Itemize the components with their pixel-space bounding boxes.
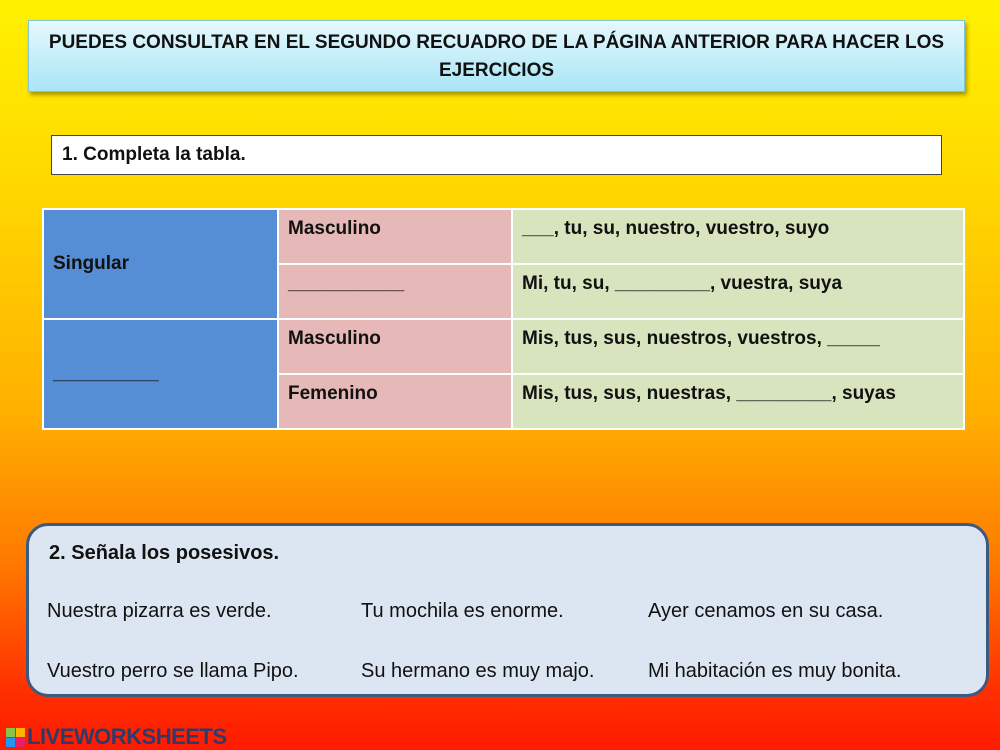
table-row — [43, 209, 964, 264]
answer-blank[interactable]: _________ — [614, 273, 710, 294]
exercise-2-box — [26, 523, 989, 697]
logo-cube-icon — [6, 728, 25, 747]
forms-text: , suyas — [831, 383, 896, 404]
liveworksheets-logo — [6, 724, 227, 750]
sentence[interactable]: Vuestro perro se llama Pipo. — [47, 660, 299, 682]
forms-cell — [512, 374, 964, 429]
possessives-table — [42, 208, 965, 430]
forms-cell — [512, 319, 964, 374]
forms-text: Mis, tus, sus, nuestros, vuestros, — [522, 328, 828, 349]
forms-text: , tu, su, nuestro, vuestro, suyo — [553, 218, 830, 239]
exercise-2-title: 2. Señala los posesivos. — [49, 542, 280, 564]
answer-blank[interactable]: __________ — [43, 319, 278, 429]
forms-text: , vuestra, suya — [710, 273, 843, 294]
instructions-banner: PUEDES CONSULTAR EN EL SEGUNDO RECUADRO DE LA PÁGINA ANTERIOR PARA HACER LOS EJERCICIOS — [28, 20, 965, 92]
gender-cell: Masculino — [278, 209, 512, 264]
forms-text: Mi, tu, su, — [522, 273, 615, 294]
sentence[interactable]: Nuestra pizarra es verde. — [47, 600, 272, 622]
gender-cell: Masculino — [278, 319, 512, 374]
gender-cell: Femenino — [278, 374, 512, 429]
logo-text: LIVEWORKSHEETS — [27, 724, 227, 749]
forms-text: Mis, tus, sus, nuestras, — [522, 383, 737, 404]
sentence[interactable]: Tu mochila es enorme. — [361, 600, 564, 622]
answer-blank[interactable]: _____ — [827, 328, 880, 349]
answer-blank[interactable]: ___ — [522, 218, 554, 239]
table-row — [43, 319, 964, 374]
singular-cell: Singular — [43, 209, 278, 319]
sentence[interactable]: Ayer cenamos en su casa. — [648, 600, 884, 622]
forms-cell — [512, 264, 964, 319]
sentence[interactable]: Su hermano es muy majo. — [361, 660, 595, 682]
answer-blank[interactable]: ___________ — [278, 264, 512, 319]
sentence[interactable]: Mi habitación es muy bonita. — [648, 660, 902, 682]
answer-blank[interactable]: _________ — [736, 383, 832, 404]
forms-cell — [512, 209, 964, 264]
exercise-1-title: 1. Completa la tabla. — [51, 135, 942, 175]
